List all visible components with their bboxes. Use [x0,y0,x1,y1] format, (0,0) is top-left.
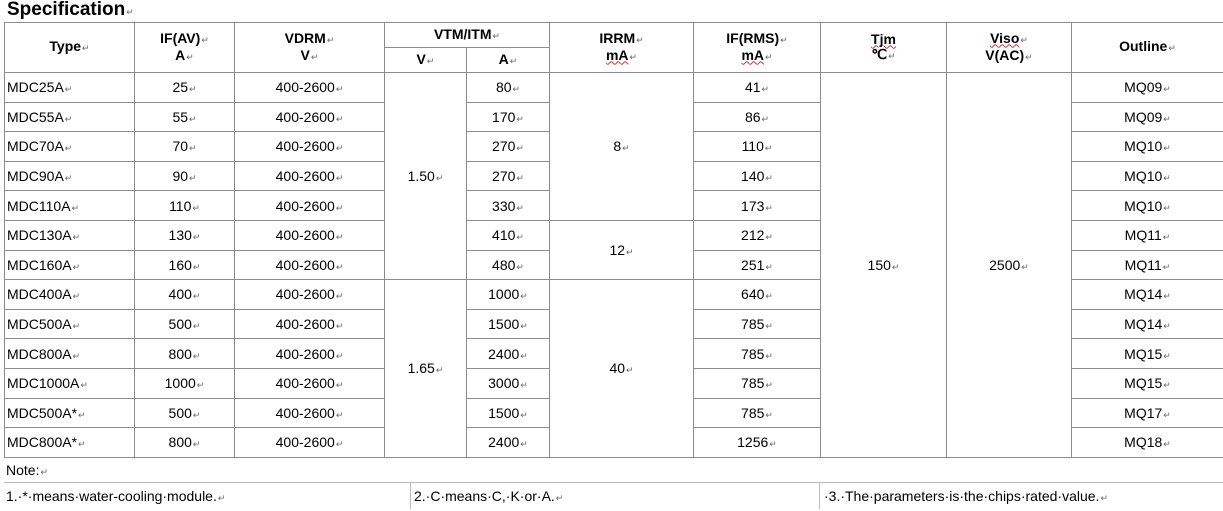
type-cell: MDC800A↵ [5,339,135,369]
outline-cell: MQ10↵ [1072,132,1223,162]
header-itm-unit: A↵ [467,48,550,73]
header-row [5,23,1223,48]
ifav-cell: 500↵ [135,398,235,428]
itm-cell: 170↵ [467,102,550,132]
itm-cell: 1000↵ [467,280,550,310]
notes-row [4,483,1223,509]
ifav-cell: 110↵ [135,191,235,221]
paragraph-mark: ↵ [126,7,134,17]
type-cell: MDC55A↵ [5,102,135,132]
ifav-cell: 500↵ [135,309,235,339]
outline-cell: MQ11↵ [1072,220,1223,250]
outline-cell: MQ10↵ [1072,161,1223,191]
ifav-cell: 800↵ [135,428,235,458]
header-vdrm: VDRM↵ V↵ [235,23,385,73]
outline-cell: MQ17↵ [1072,398,1223,428]
vdrm-cell: 400-2600↵ [235,102,385,132]
ifrms-cell: 640↵ [694,280,821,310]
ifav-cell: 160↵ [135,250,235,280]
ifav-cell: 800↵ [135,339,235,369]
vdrm-cell: 400-2600↵ [235,428,385,458]
outline-cell: MQ14↵ [1072,309,1223,339]
vdrm-cell: 400-2600↵ [235,73,385,103]
header-outline: Outline↵ [1072,23,1223,73]
note-item-2: 2.·C·means·C,·K·or·A.↵ [414,483,563,509]
header-irrm: IRRM↵ mA↵ [550,23,694,73]
type-cell: MDC160A↵ [5,250,135,280]
vdrm-cell: 400-2600↵ [235,280,385,310]
outline-cell: MQ18↵ [1072,428,1223,458]
header-vtm-unit: V↵ [385,48,467,73]
type-cell: MDC130A↵ [5,220,135,250]
irrm-cell: 40↵ [550,280,694,458]
ifav-cell: 130↵ [135,220,235,250]
header-tjm: Tjm ℃↵ [821,23,947,73]
type-cell: MDC25A↵ [5,73,135,103]
itm-cell: 1500↵ [467,398,550,428]
ifrms-cell: 1256↵ [694,428,821,458]
vdrm-cell: 400-2600↵ [235,161,385,191]
type-cell: MDC1000A↵ [5,368,135,398]
itm-cell: 480↵ [467,250,550,280]
ifrms-cell: 110↵ [694,132,821,162]
header-viso: Viso↵ V(AC)↵ [947,23,1072,73]
vdrm-cell: 400-2600↵ [235,309,385,339]
ifrms-cell: 41↵ [694,73,821,103]
vtm-cell: 1.65↵ [385,280,467,458]
outline-cell: MQ15↵ [1072,339,1223,369]
irrm-cell: 12↵ [550,220,694,279]
itm-cell: 410↵ [467,220,550,250]
vdrm-cell: 400-2600↵ [235,368,385,398]
type-cell: MDC400A↵ [5,280,135,310]
note-item-3: ·3.·The·parameters·is·the·chips·rated·value.↵ [824,483,1108,509]
vtm-cell: 1.50↵ [385,73,467,280]
outline-cell: MQ10↵ [1072,191,1223,221]
type-cell: MDC800A*↵ [5,428,135,458]
note-item-1: 1.·*·means·water-cooling·module.↵ [6,483,225,509]
table-row [5,73,1223,103]
ifrms-cell: 173↵ [694,191,821,221]
outline-cell: MQ14↵ [1072,280,1223,310]
vdrm-cell: 400-2600↵ [235,398,385,428]
header-type: Type↵ [5,23,135,73]
type-cell: MDC70A↵ [5,132,135,162]
note-label: Note:↵ [4,458,1223,483]
itm-cell: 2400↵ [467,428,550,458]
type-cell: MDC110A↵ [5,191,135,221]
note-divider [410,483,411,509]
header-vtm-itm: VTM/ITM↵ [385,23,550,48]
irrm-cell: 8↵ [550,73,694,221]
ifrms-cell: 86↵ [694,102,821,132]
note-divider [819,483,820,509]
type-cell: MDC500A↵ [5,309,135,339]
itm-cell: 3000↵ [467,368,550,398]
type-cell: MDC500A*↵ [5,398,135,428]
vdrm-cell: 400-2600↵ [235,250,385,280]
vdrm-cell: 400-2600↵ [235,132,385,162]
tjm-cell: 150↵ [821,73,947,458]
itm-cell: 270↵ [467,161,550,191]
outline-cell: MQ15↵ [1072,368,1223,398]
vdrm-cell: 400-2600↵ [235,191,385,221]
itm-cell: 80↵ [467,73,550,103]
outline-cell: MQ09↵ [1072,73,1223,103]
viso-cell: 2500↵ [947,73,1072,458]
page-title: Specification↵ [7,0,134,22]
outline-cell: MQ09↵ [1072,102,1223,132]
header-ifav: IF(AV)↵ A↵ [135,23,235,73]
ifav-cell: 55↵ [135,102,235,132]
itm-cell: 330↵ [467,191,550,221]
ifav-cell: 70↵ [135,132,235,162]
itm-cell: 2400↵ [467,339,550,369]
ifrms-cell: 785↵ [694,309,821,339]
ifrms-cell: 785↵ [694,398,821,428]
notes-section [4,458,1223,509]
vdrm-cell: 400-2600↵ [235,220,385,250]
outline-cell: MQ11↵ [1072,250,1223,280]
header-ifrms: IF(RMS)↵ mA↵ [694,23,821,73]
ifrms-cell: 785↵ [694,368,821,398]
itm-cell: 1500↵ [467,309,550,339]
ifav-cell: 1000↵ [135,368,235,398]
ifav-cell: 90↵ [135,161,235,191]
itm-cell: 270↵ [467,132,550,162]
vdrm-cell: 400-2600↵ [235,339,385,369]
type-cell: MDC90A↵ [5,161,135,191]
specification-table [4,22,1223,458]
ifrms-cell: 212↵ [694,220,821,250]
ifrms-cell: 140↵ [694,161,821,191]
ifrms-cell: 251↵ [694,250,821,280]
ifav-cell: 25↵ [135,73,235,103]
ifrms-cell: 785↵ [694,339,821,369]
ifav-cell: 400↵ [135,280,235,310]
